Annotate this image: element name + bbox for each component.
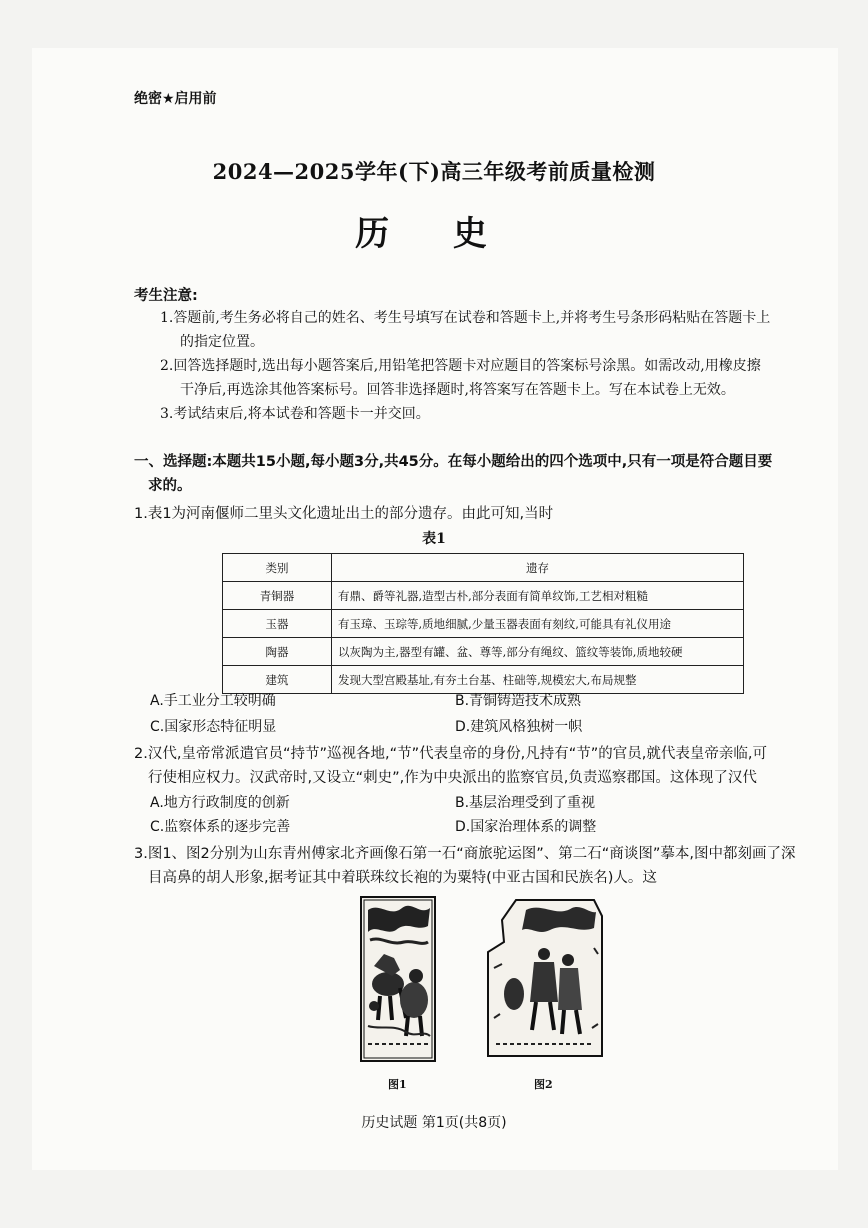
q2-option-d[interactable]: D.国家治理体系的调整 — [455, 819, 597, 835]
notice-line: 3.考试结束后,将本试卷和答题卡一并交回。 — [160, 406, 430, 422]
q2-option-a[interactable]: A.地方行政制度的创新 — [150, 795, 290, 811]
notice-heading: 考生注意: — [134, 288, 198, 304]
table-cell: 建筑 — [223, 666, 332, 694]
notice-line: 干净后,再选涂其他答案标号。回答非选择题时,将答案写在答题卡上。写在本试卷上无效。 — [180, 382, 735, 398]
figure-1-rubbing — [360, 896, 436, 1062]
section-heading — [134, 450, 824, 498]
figure-1-caption: 图1 — [388, 1078, 407, 1091]
table-row — [223, 582, 744, 610]
table-cell: 青铜器 — [223, 582, 332, 610]
q1-option-b[interactable]: B.青铜铸造技术成熟 — [455, 693, 582, 709]
table-header-row — [223, 554, 744, 582]
notice-item — [160, 354, 820, 402]
q1-stem: 1.表1为河南偃师二里头文化遗址出土的部分遗存。由此可知,当时 — [134, 506, 554, 522]
table-cell: 有玉璋、玉琮等,质地细腻,少量玉器表面有刻纹,可能具有礼仪用途 — [332, 610, 744, 638]
q1-option-c[interactable]: C.国家形态特征明显 — [150, 719, 277, 735]
table-header: 类别 — [223, 554, 332, 582]
section-line: 求的。 — [148, 478, 192, 494]
q1-option-d[interactable]: D.建筑风格独树一帜 — [455, 719, 583, 735]
notice-item — [160, 402, 820, 426]
q2-stem — [134, 742, 824, 790]
subject-title: 历 史 — [355, 214, 513, 254]
q3-line: 3.图1、图2分别为山东青州傅家北齐画像石第一石“商旅驼运图”、第二石“商谈图”摹本,图中都刻画了深 — [134, 846, 796, 862]
notice-list — [160, 306, 820, 426]
confidential-mark: 绝密★启用前 — [134, 91, 217, 107]
q1-option-a[interactable]: A.手工业分工较明确 — [150, 693, 276, 709]
table-cell: 陶器 — [223, 638, 332, 666]
q2-line: 2.汉代,皇帝常派遣官员“持节”巡视各地,“节”代表皇帝的身份,凡持有“节”的官员,就代表皇帝亲临,可 — [134, 746, 767, 762]
q3-line: 目高鼻的胡人形象,据考证其中着联珠纹长袍的为粟特(中亚古国和民族名)人。这 — [148, 870, 657, 886]
table-row — [223, 638, 744, 666]
figure-2-caption: 图2 — [534, 1078, 553, 1091]
exam-title: 2024—2025学年(下)高三年级考前质量检测 — [212, 159, 656, 184]
figure-2-rubbing — [486, 898, 604, 1058]
q3-stem — [134, 842, 824, 890]
page-footer: 历史试题 第1页(共8页) — [361, 1115, 507, 1131]
table-cell: 发现大型宫殿基址,有夯土台基、柱础等,规模宏大,布局规整 — [332, 666, 744, 694]
q2-option-b[interactable]: B.基层治理受到了重视 — [455, 795, 596, 811]
notice-line: 1.答题前,考生务必将自己的姓名、考生号填写在试卷和答题卡上,并将考生号条形码粘贴在答题卡上 — [160, 310, 771, 326]
table-caption: 表1 — [422, 531, 446, 547]
table-header: 遗存 — [332, 554, 744, 582]
section-line: 一、选择题:本题共15小题,每小题3分,共45分。在每小题给出的四个选项中,只有一项是符合题目要 — [134, 454, 773, 470]
q2-line: 行使相应权力。汉武帝时,又设立“刺史”,作为中央派出的监察官员,负责巡察郡国。这体现了汉代 — [148, 770, 757, 786]
table-cell: 有鼎、爵等礼器,造型古朴,部分表面有简单纹饰,工艺相对粗糙 — [332, 582, 744, 610]
table-row — [223, 610, 744, 638]
table-cell: 玉器 — [223, 610, 332, 638]
q2-option-c[interactable]: C.监察体系的逐步完善 — [150, 819, 291, 835]
notice-line: 的指定位置。 — [180, 334, 264, 350]
table-cell: 以灰陶为主,器型有罐、盆、尊等,部分有绳纹、篮纹等装饰,质地较硬 — [332, 638, 744, 666]
notice-item — [160, 306, 820, 354]
relics-table — [222, 553, 744, 694]
notice-line: 2.回答选择题时,选出每小题答案后,用铅笔把答题卡对应题目的答案标号涂黑。如需改动,用橡皮擦 — [160, 358, 761, 374]
